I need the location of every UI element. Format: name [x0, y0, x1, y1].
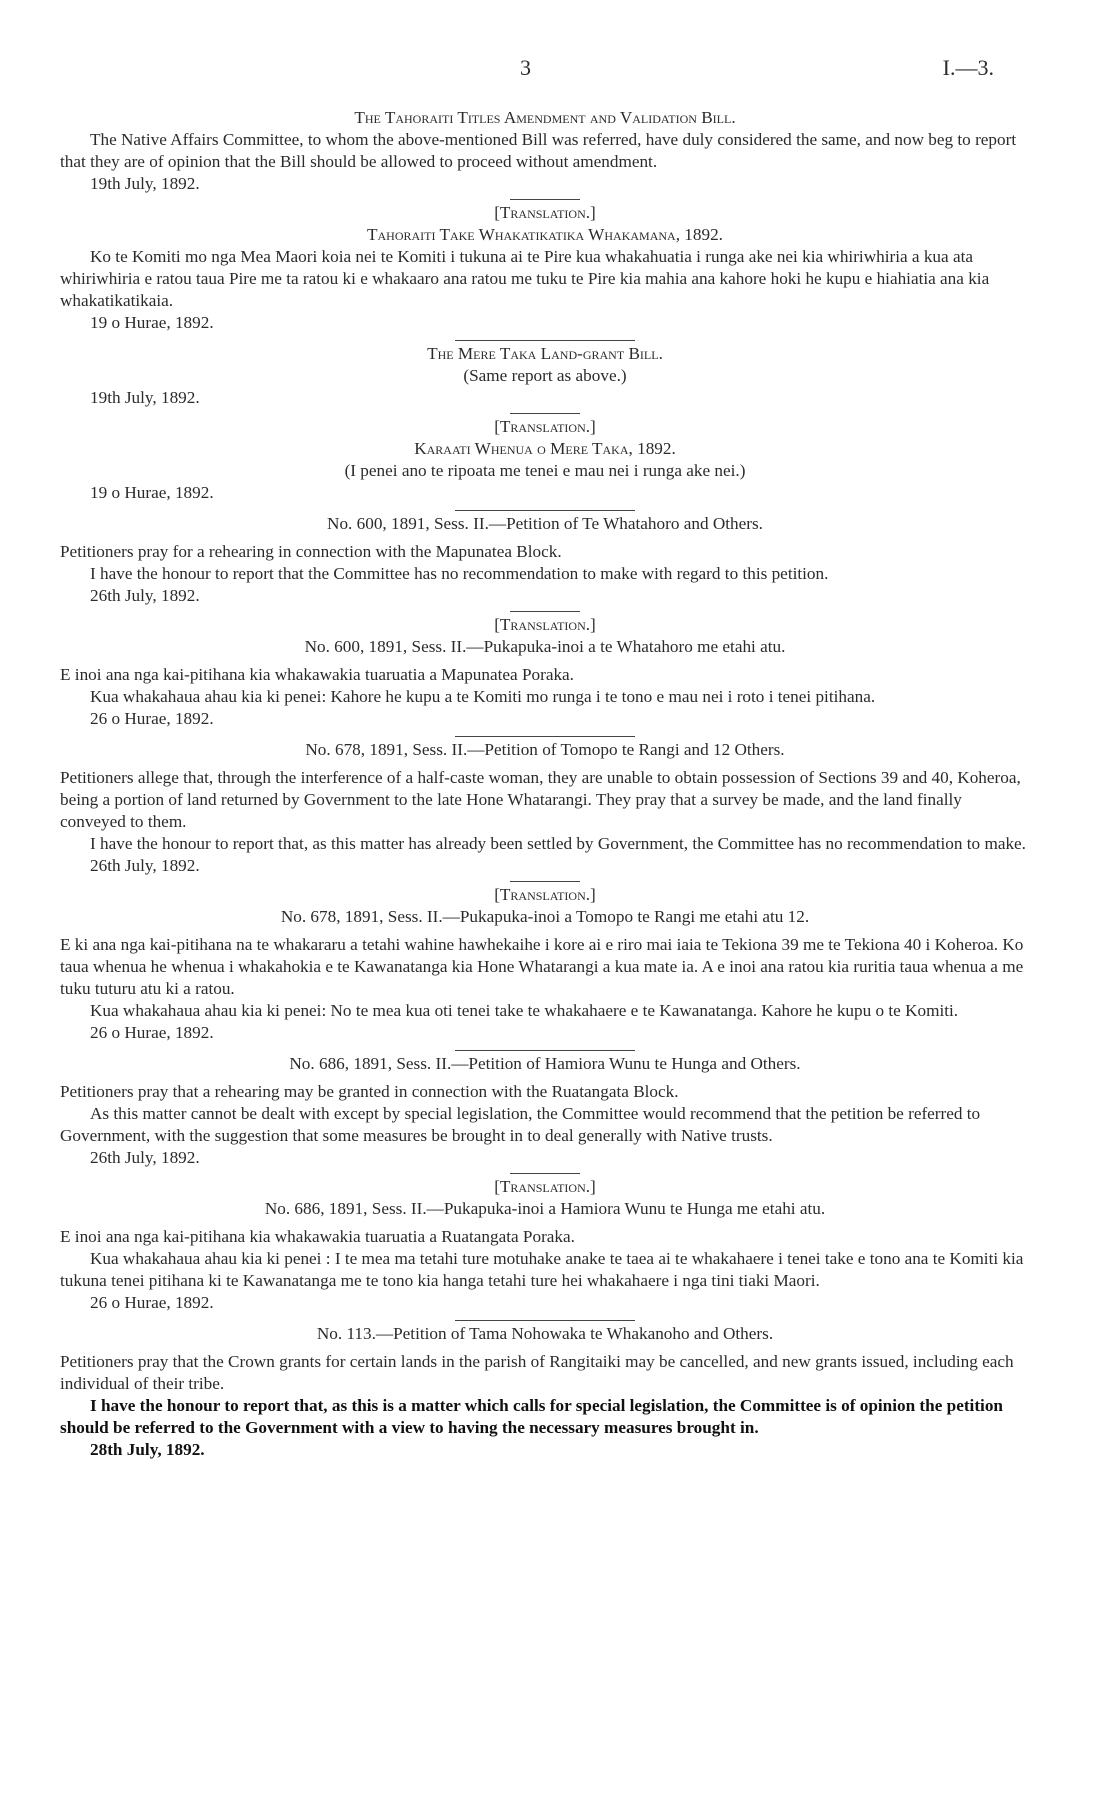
maori-paragraph: Kua whakahaua ahau kia ki penei: Kahore he kupu a te Komiti mo runga i te tono e mau nei i roto i tenei pitihana.	[90, 687, 876, 706]
section-divider	[455, 1050, 635, 1051]
maori-subtitle: (I penei ano te ripoata me tenei e mau nei i runga ake nei.)	[344, 461, 746, 480]
page-number: 3	[520, 55, 531, 80]
petition-paragraph: Petitioners pray for a rehearing in connection with the Mapunatea Block.	[60, 542, 562, 561]
report-date: 26th July, 1892.	[90, 1148, 200, 1167]
report-date: 28th July, 1892.	[90, 1440, 205, 1459]
section-divider	[455, 736, 635, 737]
petition-paragraph: Petitioners pray that the Crown grants for certain lands in the parish of Rangitaiki may be cancelled, and new grants issued, including each individual of their tribe.	[60, 1352, 1014, 1393]
report-date: 19th July, 1892.	[90, 388, 200, 407]
report-paragraph: As this matter cannot be dealt with except by special legislation, the Committee would recommend that the petition be referred to Government, with the suggestion that some measures be brought in to deal generally with Native trusts.	[60, 1104, 981, 1145]
maori-paragraph: E inoi ana nga kai-pitihana kia whakawakia tuaruatia a Mapunatea Poraka.	[60, 665, 574, 684]
report-date: 26th July, 1892.	[90, 586, 200, 605]
section-subtitle: (Same report as above.)	[463, 366, 627, 385]
petition-title: No. 686, 1891, Sess. II.—Petition of Hamiora Wunu te Hunga and Others.	[289, 1054, 801, 1073]
date-row	[60, 387, 1030, 409]
petition-title: No. 113.—Petition of Tama Nohowaka te Whakanoho and Others.	[316, 1324, 774, 1343]
maori-section-title: Karaati Whenua o Mere Taka, 1892.	[414, 439, 676, 458]
maori-date: 19 o Hurae, 1892.	[90, 313, 214, 332]
maori-paragraph: Kua whakahaua ahau kia ki penei : I te mea ma tetahi ture motuhake anake te taea ai te whakahaere i tenei take e tono ana te Komiti kia tukuna tenei pitihana ki te Kawanatanga me te tono kia hanga tetahi ture hei whakahaere i nga tini tiaki Maori.	[60, 1249, 1024, 1290]
maori-paragraph: E ki ana nga kai-pitihana na te whakararu a tetahi wahine hawhekaihe i kore ai e riro mai iaia te Tekiona 39 me te Tekiona 40 i Koheroa. Ko taua whenua he whenua i whakahokia e te Kawanatanga kia Hone Whatarangi a kua mate ia. A e inoi ana ratou kia ruritia taua whenua a me tuku tuturu atu ki a ratou.	[60, 935, 1024, 998]
petition-paragraph: Petitioners allege that, through the interference of a half-caste woman, they are unable to obtain possession of Sections 39 and 40, Koheroa, being a portion of land returned by Government to the late Hone Whatarangi. They pray that a survey be made, and the land finally conveyed to them.	[60, 768, 1021, 831]
section-divider	[455, 1320, 635, 1321]
divider	[510, 199, 580, 200]
translation-label: [Translation.]	[494, 203, 596, 222]
translation-label: [Translation.]	[494, 615, 596, 634]
report-paragraph: I have the honour to report that, as this is a matter which calls for special legislation, the Committee is of opinion the petition should be referred to the Government with a view to having the necessary measures brought in.	[60, 1396, 1003, 1437]
document-body	[60, 107, 1030, 1461]
translation-label: [Translation.]	[494, 417, 596, 436]
translation-label: [Translation.]	[494, 885, 596, 904]
section-title: The Tahoraiti Titles Amendment and Validation Bill.	[354, 108, 736, 127]
divider	[510, 413, 580, 414]
divider	[510, 881, 580, 882]
petition-title: No. 600, 1891, Sess. II.—Petition of Te Whatahoro and Others.	[327, 514, 763, 533]
petition-paragraph: Petitioners pray that a rehearing may be granted in connection with the Ruatangata Block.	[60, 1082, 679, 1101]
maori-paragraph: E inoi ana nga kai-pitihana kia whakawakia tuaruatia a Ruatangata Poraka.	[60, 1227, 575, 1246]
divider	[510, 1173, 580, 1174]
report-paragraph: I have the honour to report that, as this matter has already been settled by Government, the Committee has no recommendation to make.	[90, 834, 1026, 853]
maori-petition-title: No. 600, 1891, Sess. II.—Pukapuka-inoi a te Whatahoro me etahi atu.	[304, 637, 786, 656]
divider	[510, 611, 580, 612]
section-divider	[455, 340, 635, 341]
report-date: 19th July, 1892.	[90, 174, 200, 193]
report-paragraph: The Native Affairs Committee, to whom the above-mentioned Bill was referred, have duly considered the same, and now beg to report that they are of opinion that the Bill should be allowed to proceed without amendment.	[60, 130, 1017, 171]
maori-section-title: Tahoraiti Take Whakatikatika Whakamana, 1892.	[367, 225, 723, 244]
maori-paragraph: Kua whakahaua ahau kia ki penei: No te mea kua oti tenei take te whakahaere e te Kawanatanga. Kahore he kupu o te Komiti.	[90, 1001, 959, 1020]
page-header	[0, 55, 1114, 85]
report-paragraph: I have the honour to report that the Committee has no recommendation to make with regard to this petition.	[90, 564, 829, 583]
translation-label: [Translation.]	[494, 1177, 596, 1196]
maori-date: 26 o Hurae, 1892.	[90, 709, 214, 728]
section-title: The Mere Taka Land-grant Bill.	[427, 344, 663, 363]
document-reference: I.—3.	[942, 55, 994, 80]
maori-paragraph: Ko te Komiti mo nga Mea Maori koia nei te Komiti i tukuna ai te Pire kua whakahuatia i runga ake nei kia whiriwhiria a kua ata whiriwhiria e ratou taua Pire me ta ratou ki e whakaaro ana ratou me tuku te Pire kia mahia ana kahore hoki he kupu e hiahiatia ana kia whakatikatikaia.	[60, 247, 990, 310]
report-date: 26th July, 1892.	[90, 856, 200, 875]
maori-date: 26 o Hurae, 1892.	[90, 1293, 214, 1312]
maori-petition-title: No. 686, 1891, Sess. II.—Pukapuka-inoi a Hamiora Wunu te Hunga me etahi atu.	[264, 1199, 826, 1218]
section-divider	[455, 510, 635, 511]
maori-date: 26 o Hurae, 1892.	[90, 1023, 214, 1042]
maori-petition-title: No. 678, 1891, Sess. II.—Pukapuka-inoi a Tomopo te Rangi me etahi atu 12.	[280, 907, 810, 926]
maori-date: 19 o Hurae, 1892.	[90, 483, 214, 502]
petition-title: No. 678, 1891, Sess. II.—Petition of Tomopo te Rangi and 12 Others.	[305, 740, 785, 759]
